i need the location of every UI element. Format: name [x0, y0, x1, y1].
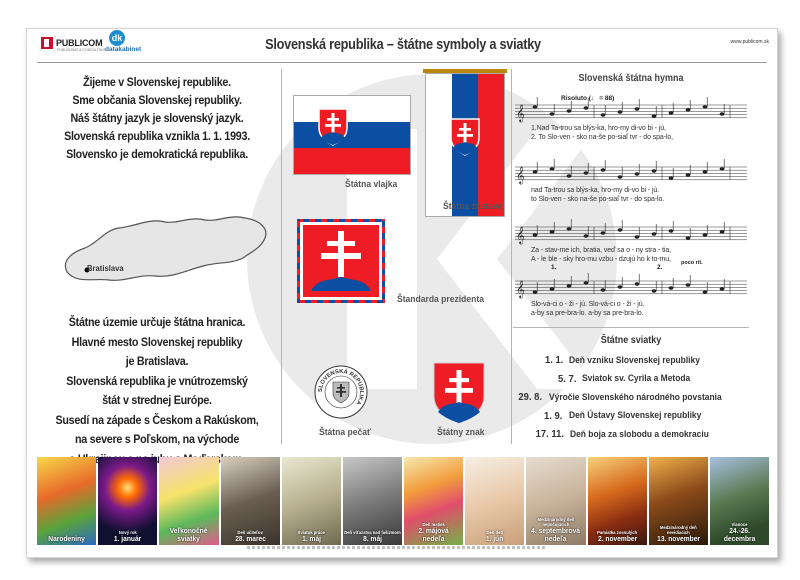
photo-caption-date: 8. máj — [363, 534, 382, 543]
holiday-photo-tile — [221, 457, 280, 545]
column-divider-left — [281, 69, 282, 444]
holiday-name: Sviatok sv. Cyrila a Metoda — [582, 373, 691, 385]
photo-caption-date: Veľkonočné sviatky — [170, 526, 208, 543]
facts-text — [37, 313, 277, 469]
holiday-photo-caption — [159, 527, 218, 543]
holiday-date: 29. 8. — [518, 391, 543, 404]
svg-text:𝄞: 𝄞 — [516, 227, 525, 244]
holiday-photo-tile — [37, 457, 96, 545]
website-link[interactable]: www.publicom.sk — [730, 39, 769, 45]
holiday-photo-strip — [37, 457, 769, 551]
anthem-volta-2: 2. — [657, 264, 663, 271]
state-flag-label: Štátna vlajka — [345, 179, 398, 190]
holiday-photo-tile — [159, 457, 218, 545]
anthem-lyric-line: Za - stav-me ich, bratia, veď sa o - ny stra - tia, — [531, 247, 672, 254]
holiday-photo-caption — [221, 530, 280, 543]
photo-caption-date: 28. marec — [234, 534, 266, 543]
holiday-photo-tile — [98, 457, 157, 545]
photo-caption-small: Deň detí — [486, 530, 504, 535]
anthem-tempo: Risoluto (♩ = 88) — [561, 95, 615, 102]
holidays-title: Štátne sviatky — [600, 335, 662, 346]
holiday-photo-tile — [465, 457, 524, 545]
holiday-photo-caption — [98, 530, 157, 543]
footnote-text — [247, 546, 547, 549]
holiday-photo-caption — [465, 530, 524, 543]
photo-caption-small: Pamiatka zosnulých — [597, 530, 638, 535]
intro-line: Žijeme v Slovenskej republike. — [83, 75, 231, 89]
anthem-lyric-line: A - le ble - sky hro-mu vzbu - dzujú ho k to-mu, — [531, 256, 671, 263]
flag-emblem-icon — [318, 108, 348, 146]
slovakia-map-icon — [47, 208, 277, 288]
intro-line: Slovenská republika vznikla 1. 1. 1993. — [64, 129, 250, 143]
photo-caption-date: 1. máj — [301, 534, 321, 543]
anthem-title: Slovenská štátna hymna — [578, 73, 684, 84]
holiday-date: 17. 11. — [535, 428, 564, 441]
left-column — [37, 73, 277, 446]
photo-caption-small: Medzinárodný deň nevidiacich — [659, 525, 697, 535]
holiday-item — [513, 425, 749, 444]
state-emblem-icon — [433, 362, 485, 424]
publicom-logo-icon — [41, 37, 53, 49]
state-seal-icon — [314, 365, 368, 419]
holiday-name: Deň Ústavy Slovenskej republiky — [568, 410, 701, 422]
holiday-item — [513, 351, 749, 370]
holiday-photo-caption — [588, 530, 647, 543]
holiday-name: Deň boja za slobodu a demokraciu — [570, 428, 710, 440]
photo-caption-date: 24.-26. decembra — [723, 526, 756, 543]
anthem-volta-1: 1. — [551, 264, 557, 271]
facts-line: Hlavné mesto Slovenskej republiky — [71, 334, 243, 349]
holiday-photo-tile — [404, 457, 463, 545]
holiday-name: Výročie Slovenského národného povstania — [548, 391, 722, 403]
photo-caption-date: 2. november — [597, 534, 637, 543]
map-capital-label: Bratislava — [87, 263, 124, 273]
anthem-score — [513, 85, 749, 325]
holiday-item — [513, 388, 749, 407]
presidential-standard-icon — [297, 219, 385, 303]
holiday-photo-tile — [710, 457, 769, 545]
svg-text:𝄞: 𝄞 — [516, 167, 525, 184]
state-seal-label: Štátna pečať — [319, 427, 372, 438]
anthem-poco-rit: poco rit. — [681, 260, 703, 266]
holiday-date: 1. 1. — [544, 354, 564, 367]
holiday-photo-caption — [526, 517, 585, 543]
intro-text — [37, 73, 277, 163]
photo-caption-small: Deň matiek — [422, 522, 445, 527]
holidays-list — [513, 351, 749, 444]
holiday-photo-caption — [37, 535, 96, 543]
header — [27, 29, 778, 57]
holiday-photo-tile — [282, 457, 341, 545]
holiday-photo-tile — [343, 457, 402, 545]
photo-caption-date: 1. január — [114, 534, 142, 543]
photo-caption-date: Narodeniny — [48, 534, 85, 543]
holiday-photo-caption — [404, 522, 463, 543]
svg-text:SLOVENSKÁ REPUBLIKA: SLOVENSKÁ REPUBLIKA — [317, 368, 365, 406]
facts-line: Susedí na západe s Českom a Rakúskom, — [55, 412, 259, 427]
intro-line: Sme občania Slovenskej republiky. — [72, 93, 242, 107]
holiday-photo-tile — [588, 457, 647, 545]
photo-caption-small: Deň učiteľov — [237, 530, 263, 535]
intro-line: Slovensko je demokratická republika. — [66, 147, 248, 161]
holiday-photo-tile — [526, 457, 585, 545]
photo-caption-date: 13. november — [656, 534, 700, 543]
holiday-item — [513, 407, 749, 426]
holiday-photo-caption — [343, 530, 402, 543]
facts-line: je Bratislava. — [125, 354, 189, 368]
presidential-standard-label: Štandarda prezidenta — [397, 294, 484, 305]
column-divider-right — [511, 69, 512, 444]
holiday-item — [513, 370, 749, 389]
state-banner-label: Štátna zástava — [443, 201, 503, 212]
photo-caption-small: Medzinárodný deň nepočujúcich — [537, 517, 575, 527]
anthem-lyric-line: a-by sa pre-bra-lo. a-by sa pre-bra-lo. — [531, 310, 644, 317]
facts-line: Slovenská republika je vnútrozemský — [66, 373, 248, 388]
photo-caption-date: 1. jún — [486, 534, 504, 543]
holiday-date: 5. 7. — [557, 372, 577, 385]
photo-caption-small: Sviatok práce — [297, 530, 325, 535]
publicom-name: PUBLICOM — [56, 38, 103, 48]
holiday-photo-tile — [649, 457, 708, 545]
facts-line: na severe s Poľskom, na východe — [74, 432, 240, 446]
photo-caption-date: 4. septembrová nedeľa — [531, 526, 581, 543]
photo-caption-small: Vianoce — [731, 522, 748, 527]
datakabinet-mark: dk — [109, 30, 125, 46]
datakabinet-name: datakabinet — [105, 46, 142, 53]
holiday-photo-caption — [710, 522, 769, 543]
anthem-lyric-line: 1.Nad Ta-trou sa blýs-ka, hro-my di-vo bi - jú, — [531, 125, 666, 132]
holiday-photo-caption — [649, 525, 708, 543]
publicom-subtitle: PUBLISHING & CONSULTING — [57, 48, 106, 52]
holiday-name: Deň vzniku Slovenskej republiky — [569, 354, 701, 366]
holidays-divider — [513, 327, 749, 328]
anthem-lyric-line: Slo-vá-ci o - ži - jú. Slo-vá-ci o - ži - jú. — [531, 301, 645, 308]
page-title: Slovenská republika – štátne symboly a sviatky — [265, 37, 541, 53]
anthem-lyric-line: to Slo-ven - sko na-še po-siaľ tvr - do spa-lo. — [531, 196, 665, 203]
banner-emblem-icon — [450, 118, 480, 156]
photo-caption-small: Deň víťazstva nad fašizmom — [344, 530, 401, 535]
header-divider — [37, 62, 767, 63]
music-staves-icon — [513, 85, 749, 325]
facts-line: Štátne územie určuje štátna hranica. — [68, 315, 246, 329]
holiday-date: 1. 9. — [544, 409, 563, 422]
anthem-lyric-line: 2. To Slo-ven - sko na-še po-siaľ tvr - do spa-lo, — [531, 134, 674, 141]
state-banner — [425, 73, 505, 217]
svg-text:𝄞: 𝄞 — [516, 281, 525, 298]
photo-caption-date: 2. májová nedeľa — [418, 526, 449, 543]
state-flag — [293, 95, 411, 175]
poster — [26, 28, 778, 558]
state-emblem-label: Štátny znak — [437, 427, 485, 438]
holiday-photo-caption — [282, 530, 341, 543]
svg-text:𝄞: 𝄞 — [516, 105, 525, 122]
facts-line: štát v strednej Európe. — [102, 393, 212, 407]
intro-line: Náš štátny jazyk je slovenský jazyk. — [70, 111, 244, 125]
anthem-lyric-line: nad Ta-trou sa blýs-ka, hro-my di-vo bi - jú. — [531, 187, 660, 194]
photo-caption-small: Nový rok — [118, 530, 137, 535]
